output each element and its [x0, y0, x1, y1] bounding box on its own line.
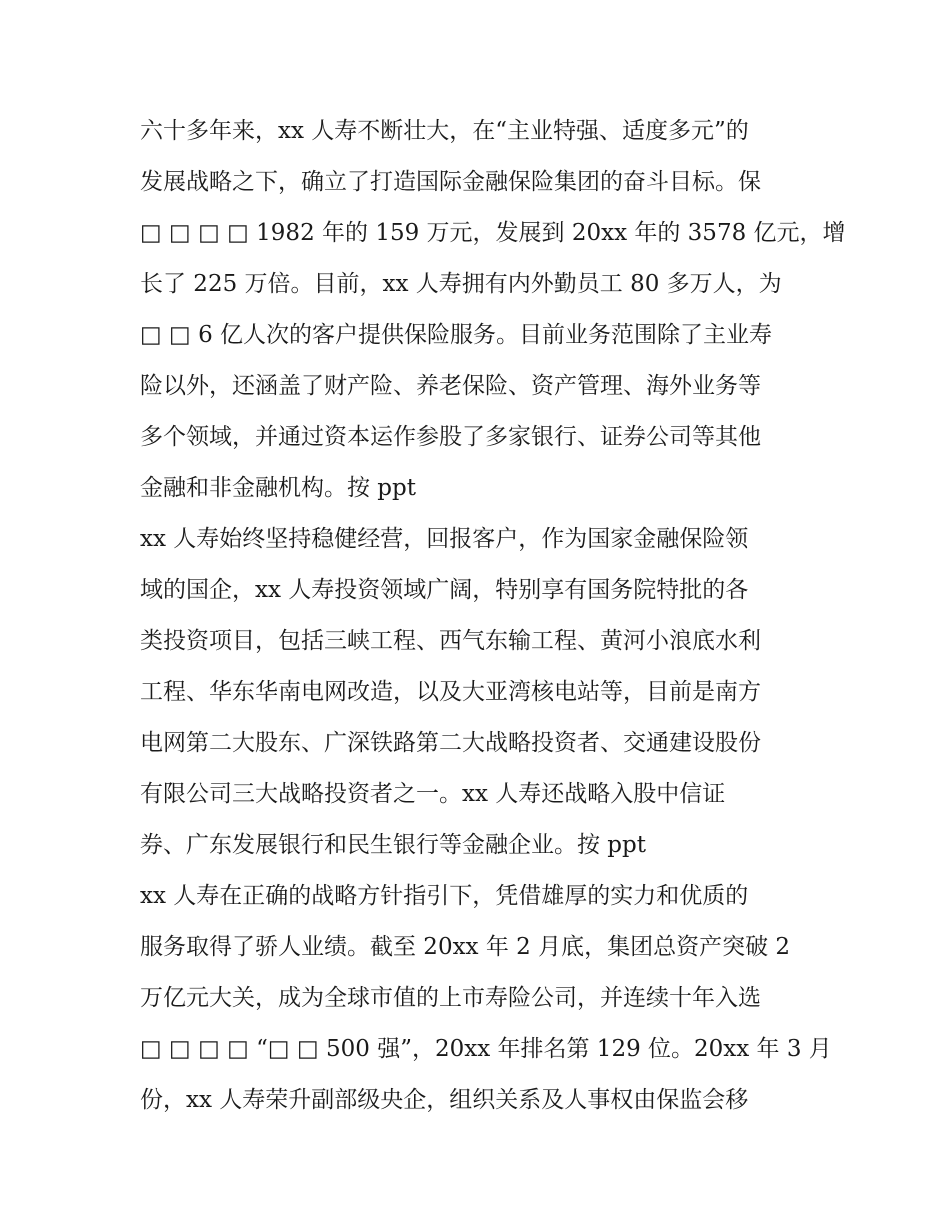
text-line: 发展战略之下，确立了打造国际金融保险集团的奋斗目标。保 — [140, 169, 761, 195]
document-body — [140, 106, 846, 1126]
text-line: 金融和非金融机构。按 ppt — [140, 475, 416, 501]
text-line: 险以外，还涵盖了财产险、养老保险、资产管理、海外业务等 — [140, 373, 761, 399]
text-line: 长了 225 万倍。目前，xx 人寿拥有内外勤员工 80 多万人，为 — [140, 271, 782, 297]
text-line: 类投资项目，包括三峡工程、西气东输工程、黄河小浪底水利 — [140, 628, 761, 654]
text-line: □ □ □ □ “□ □ 500 强”，20xx 年排名第 129 位。20xx 年 3 月 — [140, 1036, 832, 1062]
text-line: 工程、华东华南电网改造，以及大亚湾核电站等，目前是南方 — [140, 679, 761, 705]
text-line: 域的国企，xx 人寿投资领域广阔，特别享有国务院特批的各 — [140, 577, 749, 603]
text-line: □ □ □ □ 1982 年的 159 万元，发展到 20xx 年的 3578 亿元，增 — [140, 220, 846, 246]
text-line: 六十多年来，xx 人寿不断壮大，在“主业特强、适度多元”的 — [140, 118, 749, 144]
text-line: 万亿元大关，成为全球市值的上市寿险公司，并连续十年入选 — [140, 985, 761, 1011]
text-line: 券、广东发展银行和民生银行等金融企业。按 ppt — [140, 832, 646, 858]
text-line: 有限公司三大战略投资者之一。xx 人寿还战略入股中信证 — [140, 781, 726, 807]
text-line: xx 人寿在正确的战略方针指引下，凭借雄厚的实力和优质的 — [140, 883, 749, 909]
text-line: 多个领域，并通过资本运作参股了多家银行、证券公司等其他 — [140, 424, 761, 450]
text-line: 服务取得了骄人业绩。截至 20xx 年 2 月底，集团总资产突破 2 — [140, 934, 791, 960]
text-line: 份，xx 人寿荣升副部级央企，组织关系及人事权由保监会移 — [140, 1087, 749, 1113]
text-line: xx 人寿始终坚持稳健经营，回报客户，作为国家金融保险领 — [140, 526, 749, 552]
text-line: 电网第二大股东、广深铁路第二大战略投资者、交通建设股份 — [140, 730, 761, 756]
text-line: □ □ 6 亿人次的客户提供保险服务。目前业务范围除了主业寿 — [140, 322, 773, 348]
